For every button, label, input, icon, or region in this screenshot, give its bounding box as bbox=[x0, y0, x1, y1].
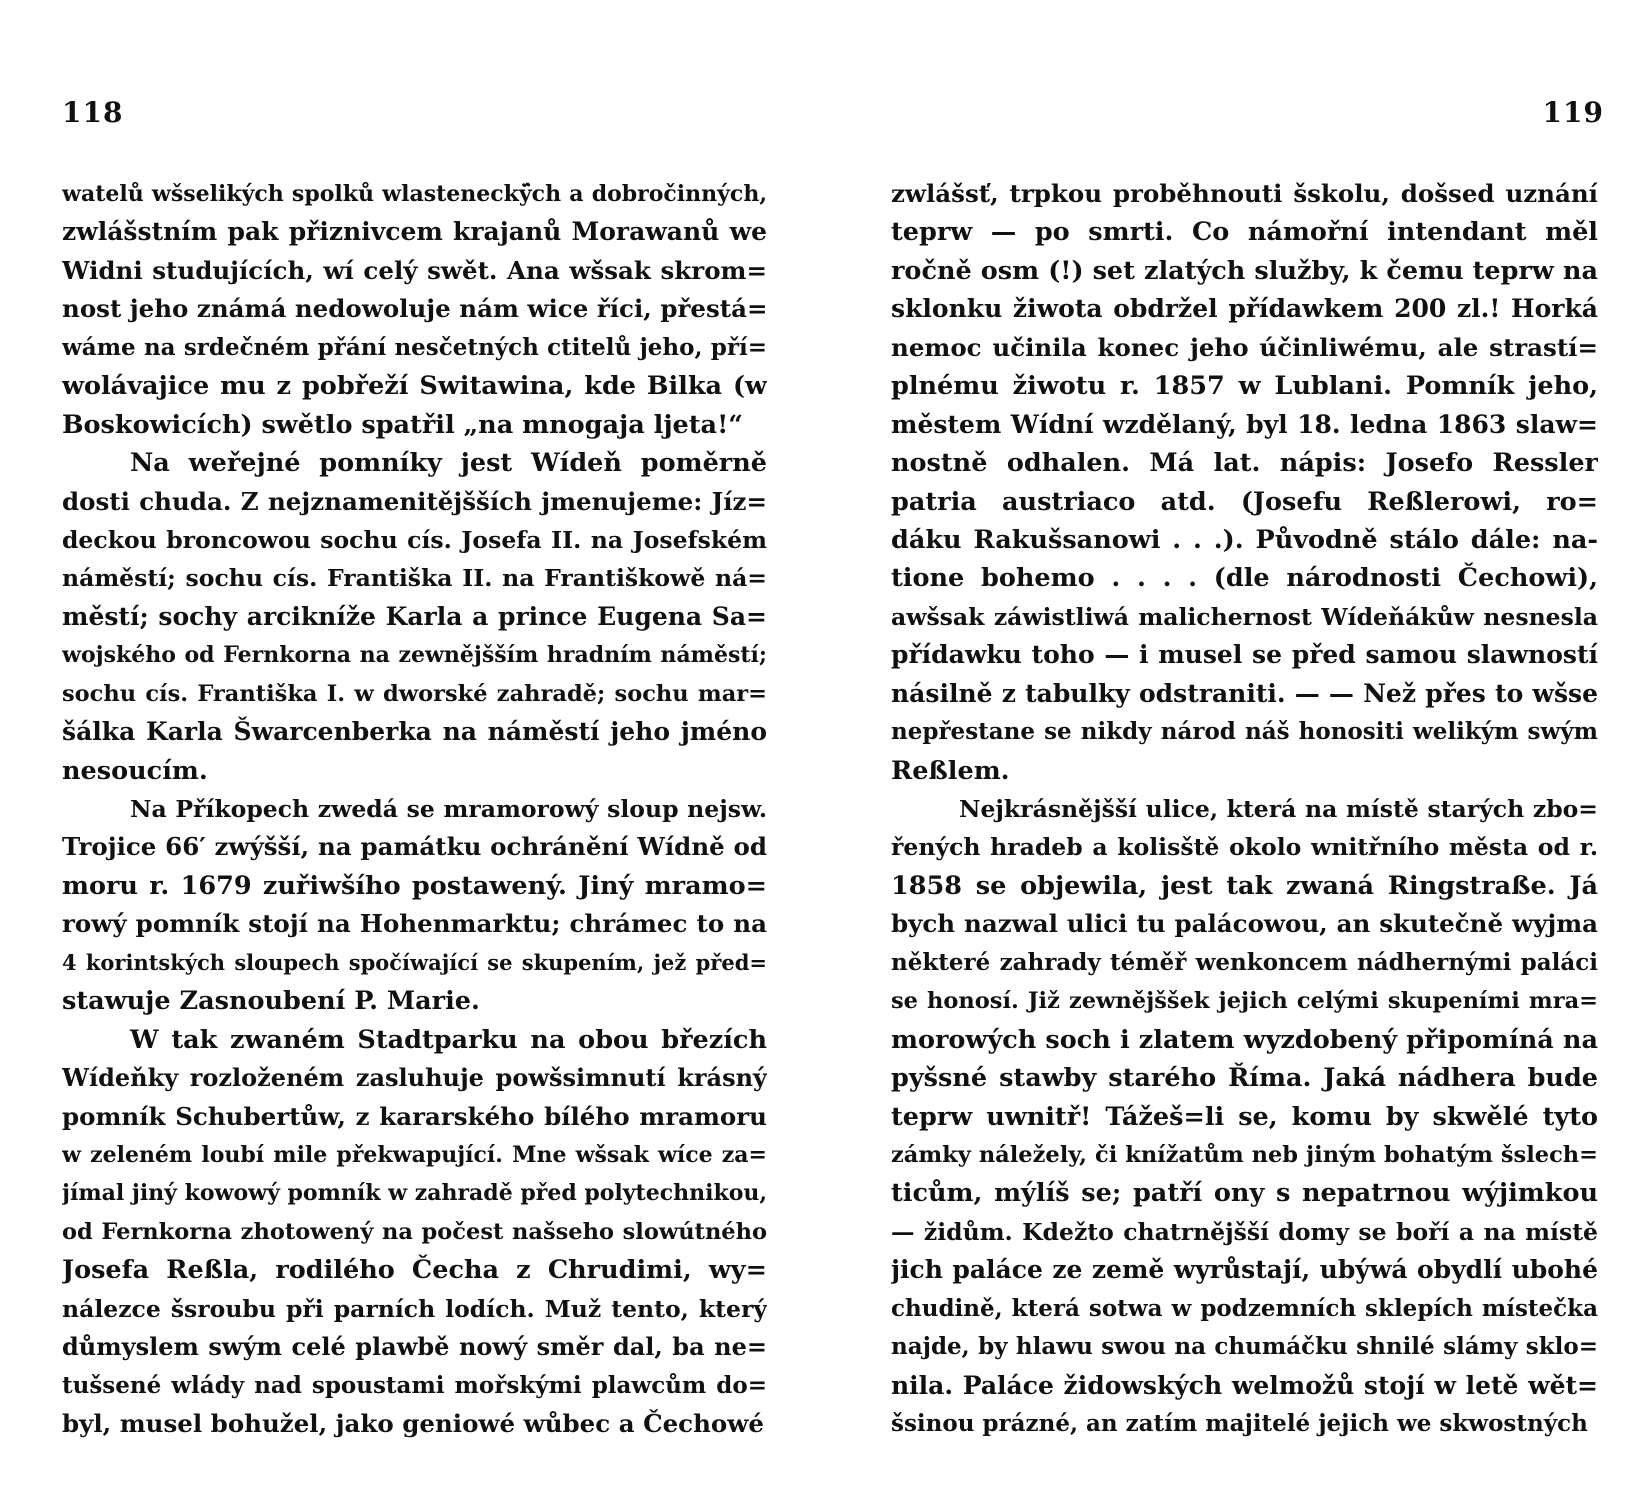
text-line: některé zahrady téměř wenkoncem nádhernými paláci bbox=[891, 948, 1598, 976]
text-line: důmyslem swým celé plawbě nowý směr dal, ba ne= bbox=[62, 1332, 767, 1362]
text-line: wáme na srdečném přání nesčetných ctitelů jeho, pří= bbox=[62, 333, 767, 361]
text-line: 4 korintských sloupech spočíwající se skupením, jež před= bbox=[62, 949, 767, 975]
text-line: nemoc učinila konec jeho účinliwému, ale strastí= bbox=[891, 332, 1598, 362]
text-line: od Fernkorna zhotowený na počest našseho slowútného bbox=[62, 1218, 767, 1245]
right-page-text bbox=[891, 175, 1598, 1443]
left-page-number: 118 bbox=[62, 96, 124, 129]
text-line: sklonku žiwota obdržel přídawkem 200 zl.! Horká bbox=[891, 294, 1598, 324]
text-line: Boskowicích) swětlo spatřil „na mnogaja ljeta!“ bbox=[62, 409, 743, 440]
text-line: Na weřejné pomníky jest Wídeň poměrně bbox=[130, 448, 767, 479]
text-line: ticům, mýlíš se; patří ony s nepatrnou wýjimkou bbox=[891, 1178, 1598, 1209]
text-line: byl, musel bohužel, jako geniowé wůbec a Čechowé bbox=[62, 1409, 764, 1438]
text-line: Wídeňky rozloženém zasluhuje powšsimnutí krásný bbox=[62, 1063, 767, 1093]
text-line: nálezce šsroubu při parních lodích. Muž tento, který bbox=[62, 1294, 767, 1323]
text-line: se honosí. Již zewnějššek jejich celými skupeními mra= bbox=[891, 988, 1598, 1015]
text-line: bych nazwal ulici tu palácowou, an skutečně wyjma bbox=[891, 909, 1598, 939]
text-line: rowý pomník stojí na Hohenmarktu; chrámec to na bbox=[62, 909, 767, 939]
text-line: pyšsné stawby starého Říma. Jaká nádhera bude bbox=[891, 1063, 1598, 1094]
text-line: dáku Rakušsanowi . . .). Původně stálo dále: na- bbox=[891, 524, 1598, 555]
left-page-text bbox=[62, 175, 767, 1443]
text-line: jich paláce ze země wyrůstají, ubýwá obydlí ubohé bbox=[891, 1255, 1598, 1285]
text-line: městem Wídní wzdělaný, byl 18. ledna 1863 slaw= bbox=[891, 409, 1598, 439]
right-page bbox=[823, 0, 1646, 1500]
text-line: nesoucím. bbox=[62, 755, 208, 786]
text-line: plnému žiwotu r. 1857 w Lublani. Pomník jeho, bbox=[891, 371, 1598, 402]
text-line: tušsené wlády nad spoustami mořskými plawcům do= bbox=[62, 1371, 767, 1399]
text-line: wojského od Fernkorna na zewnějšším hradním náměstí; bbox=[62, 642, 767, 669]
text-line: chudině, která sotwa w podzemních sklepích místečka bbox=[891, 1294, 1598, 1322]
text-line: awšsak záwistliwá malichernost Wídeňákůw nesnesla bbox=[891, 602, 1598, 631]
text-line: teprw — po smrti. Co námořní intendant měl bbox=[891, 217, 1598, 248]
text-line: přídawku toho — i musel se před samou slawností bbox=[891, 640, 1598, 670]
text-line: násilně z tabulky odstraniti. — — Než přes to wšse bbox=[891, 678, 1598, 708]
text-line: náměstí; sochu cís. Františka II. na Františkowě ná= bbox=[62, 564, 767, 593]
text-line: stawuje Zasnoubení P. Marie. bbox=[62, 986, 480, 1017]
text-line: w zeleném loubí mile překwapující. Mne wšsak wíce za= bbox=[62, 1141, 767, 1168]
text-line: šsinou prázné, an zatím majitelé jejich we skwostných bbox=[891, 1410, 1588, 1437]
text-line: Reßlem. bbox=[891, 755, 1010, 786]
text-line: nostně odhalen. Má lat. nápis: Josefo Ressler bbox=[891, 448, 1598, 479]
text-line: 1858 se objewila, jest tak zwaná Ringstraße. Já bbox=[891, 870, 1598, 901]
text-line: moru r. 1679 zuřiwšího postawený. Jiný mramo= bbox=[62, 870, 767, 901]
text-line: Nejkrásnějšší ulice, která na místě starých zbo= bbox=[959, 795, 1598, 823]
text-line: W tak zwaném Stadtparku na obou březích bbox=[130, 1024, 767, 1055]
text-line: teprw uwnitř! Tážeš=li se, komu by skwělé tyto bbox=[891, 1101, 1598, 1132]
text-line: sochu cís. Františka I. w dworské zahradě; sochu mar= bbox=[62, 680, 767, 707]
text-line: tione bohemo . . . . (dle národnosti Čechowi), bbox=[891, 563, 1598, 594]
text-line: Na Příkopech zwedá se mramorowý sloup nejsw. bbox=[130, 795, 767, 823]
text-line: dosti chuda. Z nejznamenitějšších jmenujeme: Jíz= bbox=[62, 486, 767, 516]
text-line: ročně osm (!) set zlatých služby, k čemu teprw na bbox=[891, 255, 1598, 286]
text-line: watelů wšselikých spolků wlastenecký̈ch a dobročinných, bbox=[62, 181, 767, 207]
text-line: Widni studujících, wí celý swět. Ana wšsak skrom= bbox=[62, 255, 767, 285]
text-line: — židům. Kdežto chatrnějšší domy se boří a na místě bbox=[891, 1217, 1598, 1246]
text-line: najde, by hlawu swou na chumáčku shnilé slámy sklo= bbox=[891, 1333, 1598, 1361]
text-line: řených hradeb a kolisště okolo wnitřního města od r. bbox=[891, 833, 1598, 862]
text-line: Trojice 66′ zwýšší, na památku ochránění Wídně od bbox=[62, 832, 767, 862]
text-line: zámky náležely, či knížatům neb jiným bohatým šslech= bbox=[891, 1141, 1598, 1168]
text-line: městí; sochy arcikníže Karla a prince Eugena Sa= bbox=[62, 601, 767, 631]
text-line: Josefa Reßla, rodilého Čecha z Chrudimi, wy= bbox=[62, 1255, 767, 1286]
text-line: šálka Karla Šwarcenberka na náměstí jeho jméno bbox=[62, 717, 767, 747]
text-line: wolávajice mu z pobřeží Switawina, kde Bilka (w bbox=[62, 371, 767, 402]
text-line: morowých soch i zlatem wyzdobený připomíná na bbox=[891, 1024, 1598, 1055]
right-page-number: 119 bbox=[1542, 96, 1604, 129]
text-line: deckou broncowou sochu cís. Josefa II. na Josefském bbox=[62, 525, 767, 554]
text-line: jímal jiný kowowý pomník w zahradě před polytechnikou, bbox=[62, 1180, 767, 1207]
text-line: patria austriaco atd. (Josefu Reßlerowi, ro= bbox=[891, 486, 1598, 517]
text-line: zwlášstním pak přiznivcem krajanů Morawanů we bbox=[62, 217, 767, 247]
text-line: nepřestane se nikdy národ náš honositi welikým swým bbox=[891, 718, 1598, 746]
text-line: zwlášsť, trpkou proběhnouti šskolu, došsed uznání bbox=[891, 179, 1598, 208]
text-line: nost jeho známá nedowoluje nám wice říci, přestá= bbox=[62, 294, 767, 324]
text-line: nila. Paláce židowských welmožů stojí w letě wět= bbox=[891, 1370, 1598, 1400]
text-line: pomník Schubertůw, z kararského bílého mramoru bbox=[62, 1101, 767, 1131]
